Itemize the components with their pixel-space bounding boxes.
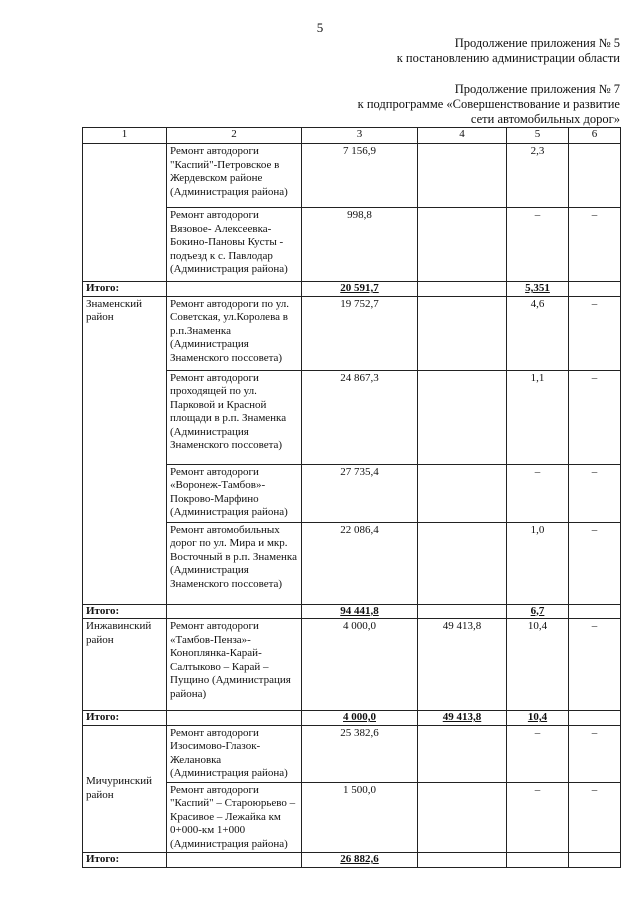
col6-cell: – — [569, 522, 621, 604]
total-length: 5,351 — [507, 282, 569, 297]
amount2-cell — [418, 782, 507, 853]
col6-cell: – — [569, 619, 621, 711]
amount2-cell — [418, 370, 507, 464]
col6-cell: – — [569, 296, 621, 370]
empty-cell — [167, 282, 302, 297]
road-description: Ремонт автодороги Изосимово-Глазок-Желановка (Администрация района) — [167, 725, 302, 782]
total-length: 6,7 — [507, 604, 569, 619]
amount-cell: 998,8 — [302, 208, 418, 282]
total-label: Итого: — [83, 282, 167, 297]
appendix-header — [397, 36, 620, 66]
amount2-cell — [418, 296, 507, 370]
subprogram-header-line2: к подпрограмме «Совершенствование и развитие — [357, 97, 620, 111]
total-row — [83, 711, 621, 726]
amount-cell: 19 752,7 — [302, 296, 418, 370]
col6-cell: – — [569, 725, 621, 782]
total-label: Итого: — [83, 604, 167, 619]
road-description: Ремонт автодороги "Каспий"-Петровское в Жердевском районе (Администрация района) — [167, 144, 302, 208]
empty-cell — [167, 853, 302, 868]
district-cell: Мичуринский район — [83, 725, 167, 853]
road-description: Ремонт автодороги «Воронеж-Тамбов»-Покрово-Марфино (Администрация района) — [167, 464, 302, 522]
length-cell: 2,3 — [507, 144, 569, 208]
table-row — [83, 619, 621, 711]
district-cell: Инжавинский район — [83, 619, 167, 711]
amount2-cell — [418, 725, 507, 782]
amount-cell: 24 867,3 — [302, 370, 418, 464]
amount2-cell — [418, 464, 507, 522]
road-description: Ремонт автодороги по ул. Советская, ул.Королева в р.п.Знаменка (Администрация Знаменского поссовета) — [167, 296, 302, 370]
road-description: Ремонт автодороги проходящей по ул. Парковой и Красной площади в р.п. Знаменка (Администрация Знаменского поссовета) — [167, 370, 302, 464]
col6-cell: – — [569, 370, 621, 464]
empty-cell — [167, 711, 302, 726]
length-cell: 4,6 — [507, 296, 569, 370]
column-header: 6 — [569, 128, 621, 144]
amount-cell: 7 156,9 — [302, 144, 418, 208]
subprogram-header — [358, 82, 620, 127]
total-length — [507, 853, 569, 868]
total-col6 — [569, 711, 621, 726]
column-header: 2 — [167, 128, 302, 144]
total-amount2 — [418, 282, 507, 297]
col6-cell — [569, 144, 621, 208]
length-cell: – — [507, 464, 569, 522]
amount-cell: 4 000,0 — [302, 619, 418, 711]
total-label: Итого: — [83, 711, 167, 726]
amount-cell: 27 735,4 — [302, 464, 418, 522]
road-description: Ремонт автодороги «Тамбов-Пенза»-Коноплянка-Карай-Салтыково – Карай – Пущино (Администрация района) — [167, 619, 302, 711]
length-cell: 1,1 — [507, 370, 569, 464]
district-cell: Знаменский район — [83, 296, 167, 604]
total-row — [83, 282, 621, 297]
total-amount2 — [418, 604, 507, 619]
column-header: 3 — [302, 128, 418, 144]
amount2-cell — [418, 522, 507, 604]
road-description: Ремонт автодороги Вязовое- Алексеевка-Бокино-Пановы Кусты - подъезд к с. Павлодар (Администрация района) — [167, 208, 302, 282]
page-number: 5 — [316, 20, 324, 35]
amount-cell: 22 086,4 — [302, 522, 418, 604]
length-cell: – — [507, 725, 569, 782]
table-row — [83, 725, 621, 782]
amount-cell: 25 382,6 — [302, 725, 418, 782]
empty-cell — [167, 604, 302, 619]
total-amount: 4 000,0 — [302, 711, 418, 726]
amount2-cell: 49 413,8 — [418, 619, 507, 711]
total-col6 — [569, 282, 621, 297]
total-length: 10,4 — [507, 711, 569, 726]
district-cell — [83, 144, 167, 282]
total-amount: 26 882,6 — [302, 853, 418, 868]
total-row — [83, 604, 621, 619]
column-header: 5 — [507, 128, 569, 144]
col6-cell: – — [569, 782, 621, 853]
amount2-cell — [418, 208, 507, 282]
col6-cell: – — [569, 464, 621, 522]
table-row — [83, 296, 621, 370]
amount-cell: 1 500,0 — [302, 782, 418, 853]
total-amount: 20 591,7 — [302, 282, 418, 297]
appendix-header-line1: Продолжение приложения № 5 — [454, 36, 620, 50]
column-number-row — [83, 128, 621, 144]
amount2-cell — [418, 144, 507, 208]
total-row — [83, 853, 621, 868]
subprogram-header-line1: Продолжение приложения № 7 — [454, 82, 620, 96]
column-header: 1 — [83, 128, 167, 144]
total-col6 — [569, 853, 621, 868]
total-amount2: 49 413,8 — [418, 711, 507, 726]
appendix-header-line2: к постановлению администрации области — [396, 51, 620, 65]
length-cell: 1,0 — [507, 522, 569, 604]
total-amount: 94 441,8 — [302, 604, 418, 619]
road-repair-table — [82, 127, 621, 868]
subprogram-header-line3: сети автомобильных дорог» — [470, 112, 620, 126]
length-cell: – — [507, 782, 569, 853]
total-label: Итого: — [83, 853, 167, 868]
length-cell: 10,4 — [507, 619, 569, 711]
total-amount2 — [418, 853, 507, 868]
total-col6 — [569, 604, 621, 619]
col6-cell: – — [569, 208, 621, 282]
length-cell: – — [507, 208, 569, 282]
column-header: 4 — [418, 128, 507, 144]
road-description: Ремонт автодороги "Каспий" – Староюрьево – Красивое – Лежайка км 0+000-км 1+000 (Администрация района) — [167, 782, 302, 853]
table-row — [83, 144, 621, 208]
road-description: Ремонт автомобильных дорог по ул. Мира и мкр. Восточный в р.п. Знаменка (Администрация Знаменского поссовета) — [167, 522, 302, 604]
